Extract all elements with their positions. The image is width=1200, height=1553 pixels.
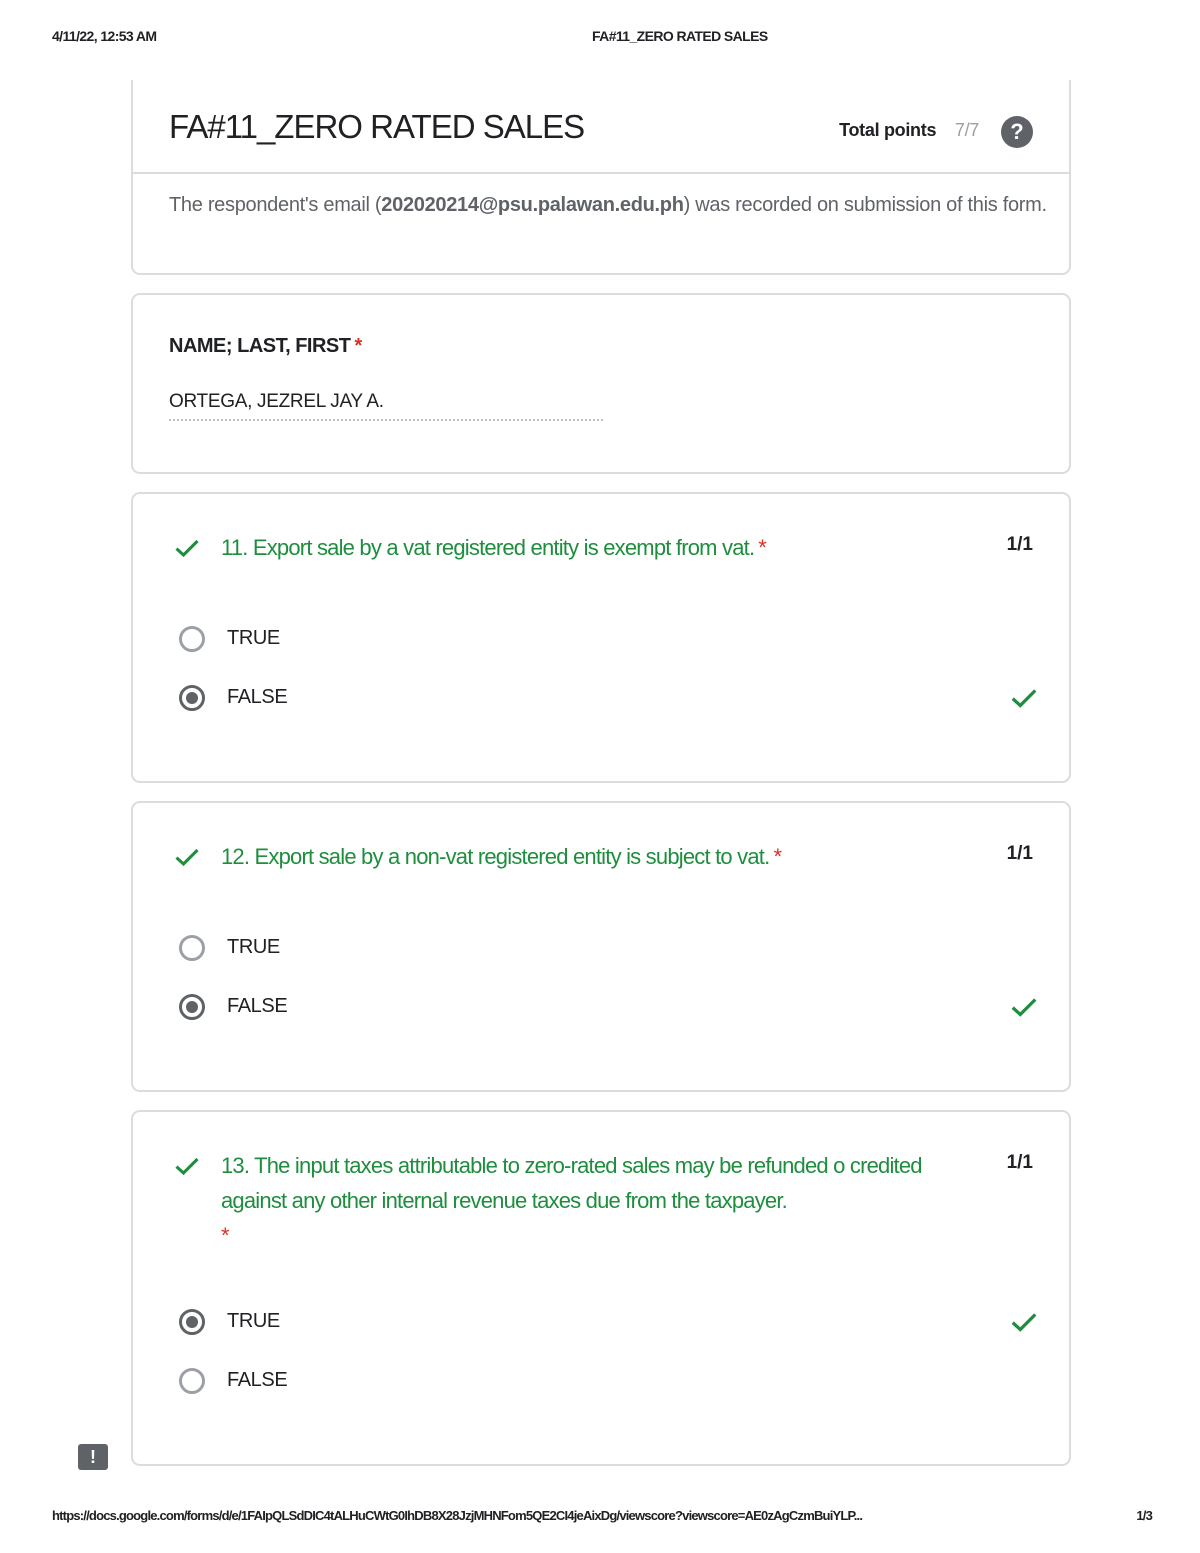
required-mark: * [758,535,767,560]
form-header-card [131,80,1071,275]
option-true[interactable] [179,935,1039,967]
print-title: FA#11_ZERO RATED SALES [592,28,768,44]
option-label: FALSE [227,1369,288,1391]
option-label: TRUE [227,627,280,649]
option-false[interactable] [179,685,1039,717]
print-url: https://docs.google.com/forms/d/e/1FAIpQLSdDIC4tALHuCWtG0IhDB8X28JzjMHNFom5QE2CI4jeAixDg/viewscore?viewscore=AE0zAgCzmBuiYLP... [52,1508,863,1523]
total-points-value: 7/7 [954,120,979,140]
form-title: FA#11_ZERO RATED SALES [169,108,585,145]
correct-check-icon [173,534,201,562]
name-question-card [131,293,1071,474]
option-true[interactable] [179,626,1039,658]
correct-answer-check-icon [1009,992,1039,1022]
answer-underline [169,419,603,421]
question-points: 1/1 [1006,1152,1033,1173]
option-label: TRUE [227,1310,280,1332]
required-mark: * [221,1223,229,1248]
required-mark: * [773,844,782,869]
email-notice [169,190,1049,220]
option-false[interactable] [179,994,1039,1026]
correct-answer-check-icon [1009,683,1039,713]
question-points: 1/1 [1006,843,1033,864]
option-label: TRUE [227,936,280,958]
total-points [839,120,979,141]
radio-button-selected[interactable] [179,994,205,1020]
email-notice-prefix: The respondent's email ( [169,194,382,216]
question-text [221,839,981,874]
option-label: FALSE [227,686,288,708]
question-card-12 [131,801,1071,1092]
total-points-label: Total points [839,120,937,140]
radio-button-selected[interactable] [179,1309,205,1335]
option-true[interactable] [179,1309,1039,1341]
radio-button[interactable] [179,1368,205,1394]
email-notice-suffix: ) was recorded on submission of this form. [683,194,1047,216]
correct-check-icon [173,843,201,871]
option-false[interactable] [179,1368,1039,1400]
question-text [221,530,981,565]
correct-answer-check-icon [1009,1307,1039,1337]
report-feedback-icon[interactable]: ! [78,1444,108,1470]
question-card-11 [131,492,1071,783]
header-divider [133,172,1069,174]
page-number: 1/3 [1136,1508,1152,1523]
question-card-13 [131,1110,1071,1466]
question-text-content: 13. The input taxes attributable to zero-rated sales may be refunded o credited against any other internal revenue taxes due from the taxpayer. [221,1153,922,1213]
radio-button[interactable] [179,626,205,652]
respondent-email: 202020214@psu.palawan.edu.ph [381,194,684,216]
radio-button-selected[interactable] [179,685,205,711]
question-text-content: 12. Export sale by a non-vat registered entity is subject to vat. [221,844,770,869]
correct-check-icon [173,1152,201,1180]
help-circle-icon[interactable]: ? [1001,116,1033,148]
print-timestamp: 4/11/22, 12:53 AM [52,28,157,44]
question-points: 1/1 [1006,534,1033,555]
name-question-label [169,335,362,358]
option-label: FALSE [227,995,288,1017]
radio-button[interactable] [179,935,205,961]
required-mark: * [354,335,362,357]
question-text-content: 11. Export sale by a vat registered entity is exempt from vat. [221,535,755,560]
print-header [0,28,1200,48]
question-text [221,1148,981,1253]
name-question-text: NAME; LAST, FIRST [169,335,351,357]
name-answer: ORTEGA, JEZREL JAY A. [169,391,384,412]
